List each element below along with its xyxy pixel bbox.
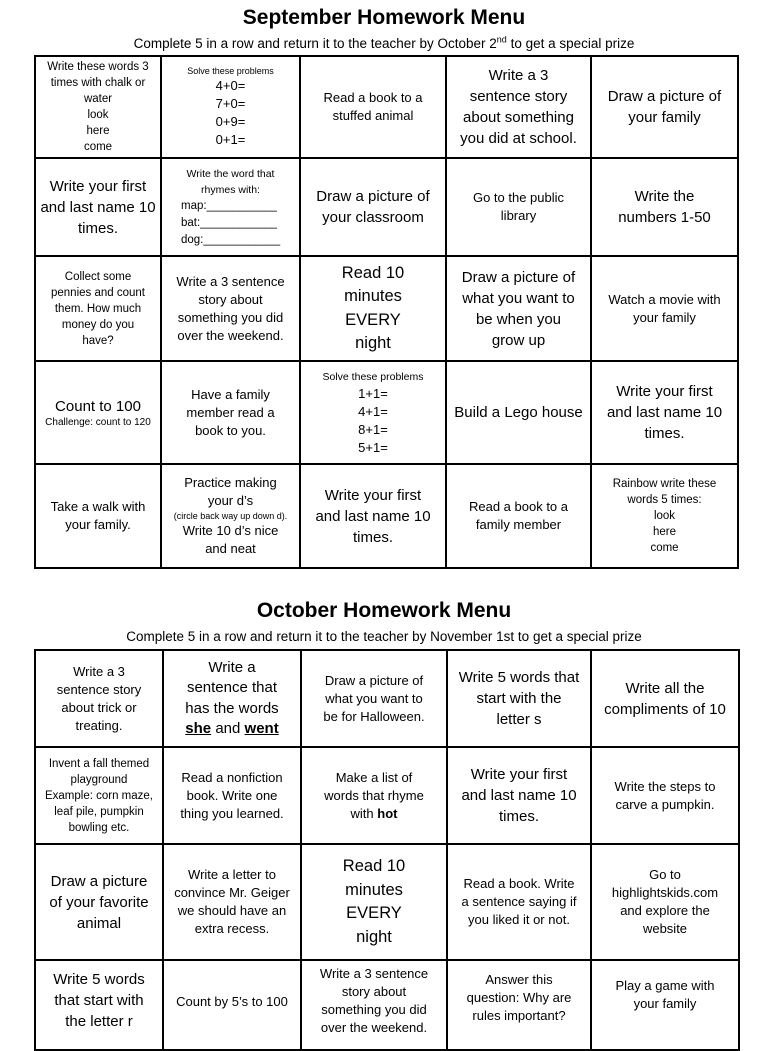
cell-text: Write a 3 sentence story about something you did over the weekend. xyxy=(176,273,285,343)
october-cell xyxy=(591,650,739,747)
cell-text: Write 5 words that start with the letter r xyxy=(53,971,145,1030)
september-cell xyxy=(300,464,446,568)
cell-text: Read a nonfiction book. Write one thing you learned. xyxy=(180,769,284,821)
september-cell xyxy=(161,56,300,158)
cell-text: Draw a picture of your family xyxy=(607,88,722,126)
cell-text: Count by 5’s to 100 xyxy=(176,994,288,1009)
underlined-word: she xyxy=(185,720,212,737)
cell-text: 1+1= 4+1= 8+1= 5+1= xyxy=(358,385,388,455)
october-cell xyxy=(447,747,591,844)
october-cell xyxy=(447,960,591,1050)
september-cell xyxy=(591,56,738,158)
cell-text: Go to highlightskids.com and explore the website xyxy=(611,867,719,936)
cell-heading: Write the word that rhymes with: xyxy=(186,167,275,196)
september-cell xyxy=(446,56,591,158)
october-cell xyxy=(447,650,591,747)
september-cell xyxy=(35,256,161,361)
october-cell xyxy=(447,844,591,960)
october-cell xyxy=(35,844,163,960)
cell-text: Write your first and last name 10 times. xyxy=(315,486,431,546)
october-menu xyxy=(0,598,768,646)
october-title: October Homework Menu xyxy=(256,599,512,622)
cell-text: Draw a picture of what you want to be for Halloween. xyxy=(323,672,425,724)
september-row xyxy=(35,361,738,464)
october-cell xyxy=(591,844,739,960)
september-row xyxy=(35,158,738,256)
cell-note: Challenge: count to 120 xyxy=(45,417,151,428)
cell-text: Count to 100 xyxy=(55,398,141,415)
cell-text: Write the numbers 1-50 xyxy=(618,188,711,226)
october-cell xyxy=(35,650,163,747)
september-cell xyxy=(35,56,161,158)
cell-text: Write a 3 sentence story about something you did at school. xyxy=(460,67,577,147)
cell-text: Build a Lego house xyxy=(454,404,583,421)
cell-text: Have a family member read a book to you. xyxy=(186,386,275,438)
cell-text: Read a book. Write a sentence saying if you liked it or not. xyxy=(461,876,577,927)
cell-text: Write all the compliments of 10 xyxy=(604,679,726,718)
cell-text: Write your first and last name 10 times. xyxy=(606,383,723,442)
october-row xyxy=(35,960,739,1050)
october-cell xyxy=(301,650,447,747)
cell-text-main: Make a list of words that rhyme with xyxy=(324,769,424,821)
october-cell xyxy=(301,960,447,1050)
september-grid xyxy=(34,55,739,569)
september-subtitle-text: Complete 5 in a row and return it to the teacher by October 2 xyxy=(133,36,497,51)
october-cell xyxy=(591,747,739,844)
october-grid xyxy=(34,649,740,1051)
october-row xyxy=(35,650,739,747)
september-cell xyxy=(446,361,591,464)
cell-text: Write a letter to convince Mr. Geiger we should have an extra recess. xyxy=(174,867,290,936)
cell-text: Rainbow write these words 5 times: look here come xyxy=(612,478,717,554)
september-subtitle xyxy=(0,35,768,53)
cell-text: Write a 3 sentence story about trick or treating. xyxy=(56,663,142,733)
cell-text: Go to the public library xyxy=(472,190,565,223)
cell-text: Play a game with your family xyxy=(615,978,715,1011)
cell-text: Write your first and last name 10 times. xyxy=(40,177,156,237)
september-cell xyxy=(446,256,591,361)
cell-text: Read 10 minutes EVERY night xyxy=(341,263,405,352)
cell-text: Practice making your d’s xyxy=(184,475,277,508)
cell-text: Collect some pennies and count them. How much money do you have? xyxy=(51,270,145,347)
september-cell xyxy=(161,256,300,361)
september-cell xyxy=(446,464,591,568)
september-menu xyxy=(0,5,768,53)
october-cell xyxy=(35,747,163,844)
september-subtitle-end: to get a special prize xyxy=(506,36,635,51)
cell-text: Take a walk with your family. xyxy=(50,499,146,532)
cell-text: Write these words 3 times with chalk or water look here come xyxy=(47,61,149,153)
cell-text: Read a book to a stuffed animal xyxy=(323,90,423,123)
september-cell xyxy=(161,361,300,464)
cell-text-main: Write a sentence that has the words xyxy=(185,658,279,717)
september-cell xyxy=(35,158,161,256)
cell-heading: Solve these problems xyxy=(322,370,424,383)
october-cell xyxy=(35,960,163,1050)
september-subtitle-sup: nd xyxy=(496,34,507,45)
underlined-word: went xyxy=(244,720,279,737)
cell-text: Draw a picture of what you want to be when you grow up xyxy=(461,268,576,349)
october-cell xyxy=(163,747,301,844)
september-row xyxy=(35,464,738,568)
cell-text: Write your first and last name 10 times. xyxy=(461,766,577,825)
september-cell xyxy=(300,256,446,361)
cell-text xyxy=(305,769,443,823)
september-row xyxy=(35,256,738,361)
september-cell xyxy=(446,158,591,256)
october-cell xyxy=(301,844,447,960)
cell-text: Write 10 d’s nice and neat xyxy=(182,523,279,556)
october-cell xyxy=(163,960,301,1050)
cell-text: 4+0= 7+0= 0+9= 0+1= xyxy=(215,78,246,147)
october-cell xyxy=(301,747,447,844)
cell-text: Read a book to a family member xyxy=(468,499,569,532)
cell-text-and: and xyxy=(211,720,245,737)
september-cell xyxy=(161,158,300,256)
september-cell xyxy=(591,256,738,361)
september-cell xyxy=(300,158,446,256)
october-row xyxy=(35,747,739,844)
cell-text: Watch a movie with your family xyxy=(608,291,721,325)
september-cell xyxy=(35,464,161,568)
october-subtitle: Complete 5 in a row and return it to the teacher by November 1st to get a special prize xyxy=(126,629,642,644)
cell-note: (circle back way up down d). xyxy=(173,511,288,521)
october-cell xyxy=(163,844,301,960)
september-cell xyxy=(300,361,446,464)
september-row xyxy=(35,56,738,158)
cell-text: Draw a picture of your favorite animal xyxy=(49,872,149,932)
september-cell xyxy=(35,361,161,464)
september-cell xyxy=(591,464,738,568)
september-title: September Homework Menu xyxy=(242,6,526,29)
cell-text: Answer this question: Why are rules important? xyxy=(466,972,572,1023)
september-cell xyxy=(591,158,738,256)
cell-text xyxy=(167,658,297,740)
october-cell xyxy=(163,650,301,747)
cell-text: Read 10 minutes EVERY night xyxy=(342,857,406,946)
cell-text: Write 5 words that start with the letter s xyxy=(458,669,580,728)
october-cell xyxy=(591,960,739,1050)
cell-text: Write a 3 sentence story about something you did over the weekend. xyxy=(319,966,429,1035)
cell-heading: Solve these problems xyxy=(187,66,274,76)
bold-word: hot xyxy=(377,805,398,821)
cell-text: map:___________ bat:____________ dog:____________ xyxy=(181,199,281,246)
cell-text: Invent a fall themed playground Example: corn maze, leaf pile, pumpkin bowling etc. xyxy=(44,757,153,834)
september-cell xyxy=(161,464,300,568)
cell-text: Draw a picture of your classroom xyxy=(316,188,430,226)
cell-text: Write the steps to carve a pumpkin. xyxy=(614,778,716,812)
september-cell xyxy=(591,361,738,464)
september-cell xyxy=(300,56,446,158)
october-row xyxy=(35,844,739,960)
